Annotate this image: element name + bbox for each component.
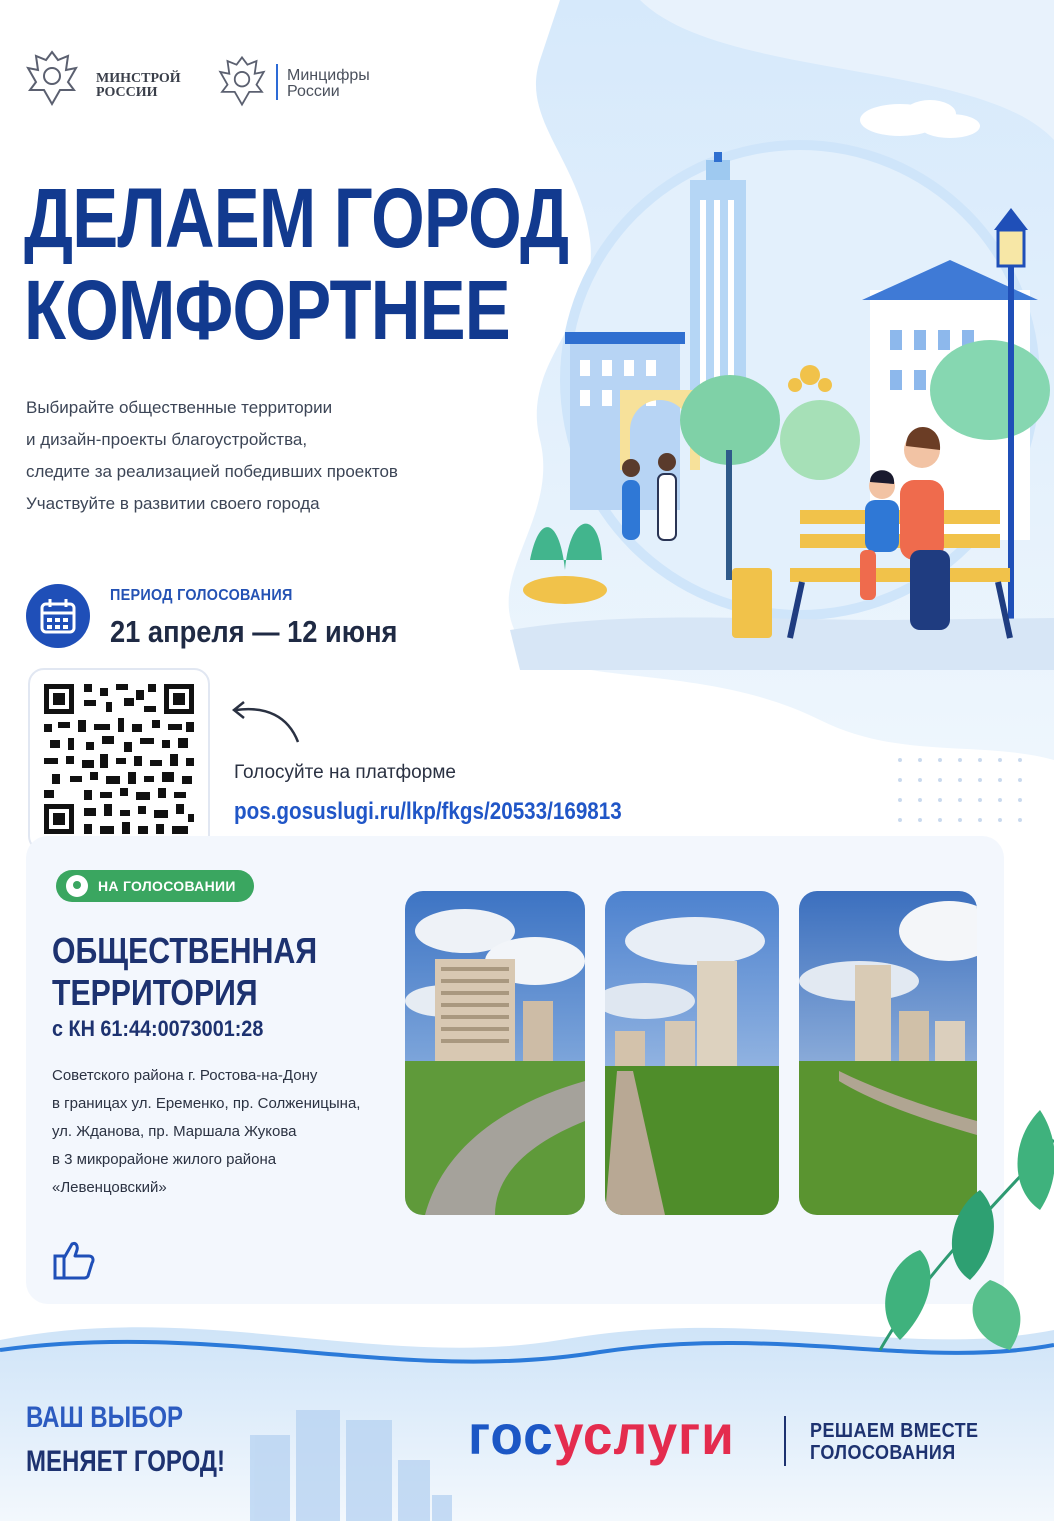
description-line: ул. Жданова, пр. Маршала Жукова (52, 1123, 297, 1140)
footer-tagline: РЕШАЕМ ВМЕСТЕ ГОЛОСОВАНИЯ (810, 1420, 979, 1464)
gosuslugi-logo-part1: гос (468, 1403, 554, 1466)
description-line: Советского района г. Ростова-на-Дону (52, 1067, 318, 1084)
arrow-icon (226, 694, 306, 750)
qr-code[interactable] (28, 668, 210, 852)
vote-platform-link[interactable]: pos.gosuslugi.ru/lkp/fkgs/20533/169813 (234, 798, 622, 825)
intro-line: и дизайн-проекты благоустройства, (26, 430, 308, 449)
coat-of-arms-emblem-icon (24, 46, 80, 110)
page-title: ДЕЛАЕМ ГОРОД КОМФОРТНЕЕ (24, 171, 569, 357)
city-park-illustration (510, 90, 1054, 670)
coat-of-arms-emblem-icon (216, 52, 268, 110)
territory-cadastral-number: с КН 61:44:0073001:28 (52, 1016, 264, 1041)
status-badge-label: НА ГОЛОСОВАНИИ (98, 878, 236, 894)
voting-period-dates: 21 апреля — 12 июня (110, 614, 398, 649)
vote-platform-label: Голосуйте на платформе (234, 762, 456, 783)
gosuslugi-logo-part2: услуги (553, 1403, 735, 1466)
thumbs-up-icon[interactable] (52, 1238, 96, 1282)
intro-text (26, 392, 398, 520)
status-badge (56, 870, 254, 902)
slogan-line-2: МЕНЯЕТ ГОРОД! (26, 1445, 226, 1478)
territory-photo-2[interactable] (605, 891, 779, 1215)
footer-divider (784, 1416, 786, 1466)
gosuslugi-logo[interactable] (468, 1402, 735, 1467)
slogan-line-1: ВАШ ВЫБОР (26, 1401, 184, 1434)
description-line: в 3 микрорайоне жилого района (52, 1151, 277, 1168)
intro-line: Выбирайте общественные территории (26, 398, 333, 417)
location-pin-icon (66, 875, 88, 897)
mincifry-logo-text: Минцифры России (287, 67, 370, 100)
calendar-icon (26, 584, 90, 648)
territory-photo-1[interactable] (405, 891, 585, 1215)
territory-title: ОБЩЕСТВЕННАЯ ТЕРРИТОРИЯ (52, 930, 318, 1013)
voting-period-label: ПЕРИОД ГОЛОСОВАНИЯ (110, 587, 293, 604)
intro-line: следите за реализацией победивших проектов (26, 462, 398, 481)
description-line: «Левенцовский» (52, 1179, 167, 1196)
footer-slogan (26, 1396, 225, 1484)
leaves-decoration (840, 1100, 1054, 1360)
description-line: в границах ул. Еременко, пр. Солженицына, (52, 1095, 361, 1112)
minstroy-logo-text: МИНСТРОЙ РОССИИ (96, 71, 181, 100)
intro-line: Участвуйте в развитии своего города (26, 494, 320, 513)
logo-divider (276, 64, 278, 100)
territory-description (52, 1062, 360, 1202)
